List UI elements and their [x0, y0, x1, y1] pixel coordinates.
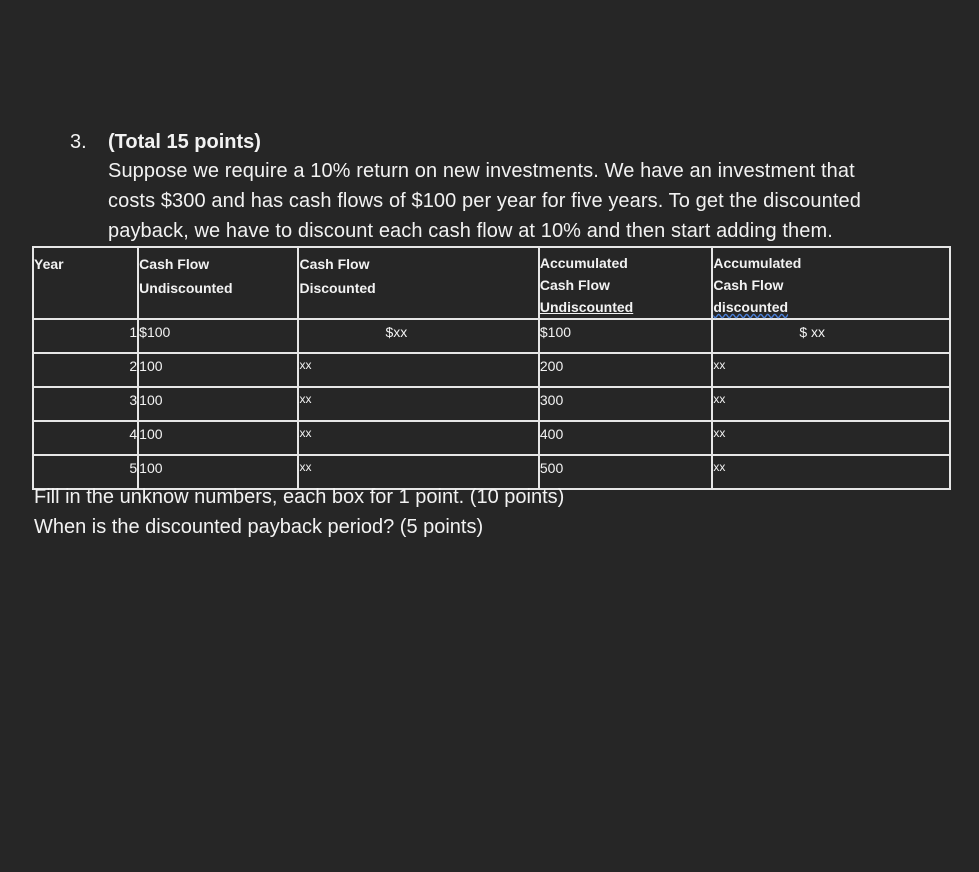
- question-number: 3.: [70, 131, 87, 153]
- cell-undiscounted: 100: [138, 455, 298, 489]
- question-text: [108, 156, 960, 246]
- cash-flow-table: [32, 246, 951, 490]
- instructions: [34, 482, 564, 542]
- cell-year: 3: [33, 387, 138, 421]
- cell-undiscounted: $100: [138, 319, 298, 353]
- table-row: [33, 353, 950, 387]
- cell-accumulated-undiscounted: 300: [539, 387, 713, 421]
- header-year: Year: [33, 247, 138, 319]
- question-line: costs $300 and has cash flows of $100 per year for five years. To get the discounted: [108, 190, 861, 212]
- instruction-line: When is the discounted payback period? (5 points): [34, 516, 484, 538]
- cell-discounted: $xx: [298, 319, 538, 353]
- cell-accumulated-discounted: xx: [712, 455, 950, 489]
- header-accumulated-undiscounted: Accumulated Cash Flow Undiscounted: [539, 247, 713, 319]
- cell-year: 1: [33, 319, 138, 353]
- table-row: [33, 421, 950, 455]
- cell-accumulated-undiscounted: 500: [539, 455, 713, 489]
- cell-accumulated-undiscounted: 400: [539, 421, 713, 455]
- cell-accumulated-undiscounted: 200: [539, 353, 713, 387]
- header-cash-flow-discounted: Cash Flow Discounted: [298, 247, 538, 319]
- question-header: [70, 128, 960, 156]
- cell-undiscounted: 100: [138, 421, 298, 455]
- cell-discounted: xx: [298, 353, 538, 387]
- cell-year: 4: [33, 421, 138, 455]
- cell-discounted: xx: [298, 387, 538, 421]
- cell-discounted: xx: [298, 421, 538, 455]
- question-block: [70, 128, 960, 246]
- question-line: Suppose we require a 10% return on new investments. We have an investment that: [108, 160, 855, 182]
- cell-accumulated-discounted: $ xx: [712, 319, 950, 353]
- question-title: (Total 15 points): [108, 131, 261, 153]
- header-accumulated-discounted: Accumulated Cash Flow discounted: [712, 247, 950, 319]
- instruction-line: Fill in the unknow numbers, each box for 1 point. (10 points): [34, 486, 565, 508]
- cell-year: 2: [33, 353, 138, 387]
- header-cash-flow-undiscounted: Cash Flow Undiscounted: [138, 247, 298, 319]
- question-line: payback, we have to discount each cash flow at 10% and then start adding them.: [108, 220, 833, 242]
- cell-undiscounted: 100: [138, 353, 298, 387]
- table-row: [33, 319, 950, 353]
- table-row: [33, 387, 950, 421]
- cell-accumulated-discounted: xx: [712, 353, 950, 387]
- cell-accumulated-discounted: xx: [712, 421, 950, 455]
- table-header-row: [33, 247, 950, 319]
- cell-accumulated-undiscounted: $100: [539, 319, 713, 353]
- cell-year: 5: [33, 455, 138, 489]
- cell-accumulated-discounted: xx: [712, 387, 950, 421]
- cell-undiscounted: 100: [138, 387, 298, 421]
- cell-discounted: xx: [298, 455, 538, 489]
